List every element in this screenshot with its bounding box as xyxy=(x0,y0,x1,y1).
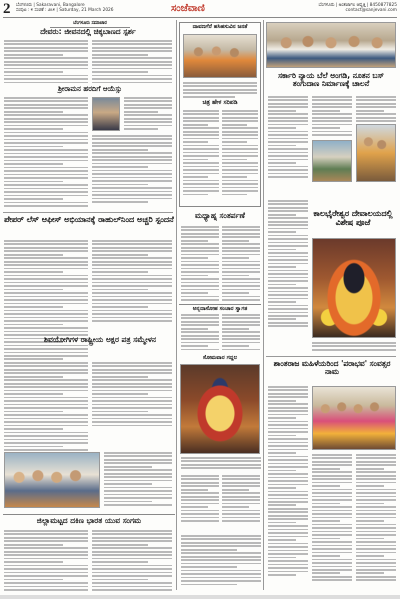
masthead-logo: ಸಂಜೆವಾಣಿ xyxy=(171,3,205,14)
article-body xyxy=(222,314,260,352)
divider xyxy=(266,356,396,357)
column1-tag: ಬೆಂಗಳೂರು ಸಮಾಚಾರ xyxy=(50,22,130,28)
article-body xyxy=(92,240,172,324)
deity-photo xyxy=(180,364,260,454)
column3-headline-1: ಸರ್ಕಾರಿ ನ್ಯಾಯ ಬೆಲೆ ಅಂಗಡಿ, ನೂತನ ಬಸ್ ತಂಗುದಾಣ ನಿರ್ಮಾಣಕ್ಕೆ ಚಾಲನೆ xyxy=(278,71,384,89)
temple-deity-photo xyxy=(312,238,396,338)
crowd-photo xyxy=(356,124,396,182)
column-divider xyxy=(263,20,264,590)
article-body xyxy=(124,97,172,132)
article-body xyxy=(312,454,352,583)
article-body xyxy=(222,226,260,303)
edition-info: ಬೆಂಗಳೂರು | Sakaravani, Bangalore ಸಂಪುಟ : ೪ ಸಂಚಿಕೆ : ೨೩೪ | Saturday, 21 March 2026 xyxy=(16,3,114,13)
page-footer-strip xyxy=(0,595,400,599)
article-body xyxy=(104,452,172,508)
article-body xyxy=(92,40,172,85)
divider xyxy=(3,212,173,213)
article-body xyxy=(356,454,396,583)
article-body xyxy=(312,96,352,138)
article-body xyxy=(183,82,257,99)
column1-headline-1: ದೇವರು: ಜೀವನದಲ್ಲಿ ಚಿಕ್ಕಬಾಣದ ಸ್ಪರ್ಶ xyxy=(40,27,136,36)
article-body xyxy=(4,530,88,593)
article-body xyxy=(92,362,172,428)
article-body xyxy=(222,475,260,524)
column1-headline-2: ಶ್ರೀರಾಮನ ಹರದಿಗೆ ಆಯೆಸ್ಸು xyxy=(58,85,122,93)
photo-caption xyxy=(312,342,396,352)
page-header xyxy=(3,2,397,18)
article-body xyxy=(4,97,88,209)
contact-info: ಬೆಂಗಳೂರು | ಅಂತರ್ಜಾಲ ಆವೃತ್ತಿ | 8450877825 contact@sanjevani.com xyxy=(318,3,397,13)
article-body xyxy=(183,110,219,197)
column1-headline-3: ಪೇಪರ್ ಲೆಸ್ ಆಫೀಸ್ ಅಭಿಯಾನಕ್ಕೆ ರಾಹುಲ್‌ನಿಂದ ಅಚ್ಚರಿ ಸ್ಪಂದನೆ xyxy=(4,215,174,224)
column2-headline-5: ಸೋಮವಾರ ಗದ್ದಲ xyxy=(202,355,238,361)
column2-headline-2: ಚಿತ್ರ ಹೇಳ ಸರಿಪಡಿ xyxy=(202,99,238,106)
column2-headline-3: ಮಧ್ಯಾಹ್ನ ಸಂತರ್ಪಣೆ xyxy=(195,211,245,220)
article-body xyxy=(268,200,308,329)
group-photo xyxy=(4,452,100,508)
column3-headline-3: ಶಾಂತರಾಜ ಮಹಿಳೆಯರಿಂದ 'ಪರಾಭವ' ಸಂವತ್ಸರ ನಾಮ xyxy=(273,359,391,377)
photo-caption xyxy=(181,457,261,471)
inauguration-photo xyxy=(266,22,396,68)
article-body xyxy=(181,535,261,587)
article-body xyxy=(4,40,88,85)
article-body xyxy=(181,475,219,524)
article-body xyxy=(181,226,219,303)
article-body xyxy=(222,110,258,197)
column1-headline-5: ಜಿಲ್ಲಾಮಟ್ಟದ ದಕಿಣ ಭಾರತ ಯುವ ಸಂಗಮ xyxy=(3,514,175,525)
column3-headline-2: ಕಾಲಭೈರೇಶ್ವರ ದೇವಾಲಯದಲ್ಲಿ ವಿಶೇಷ ಪೂಜೆ xyxy=(313,209,393,227)
article-body xyxy=(92,530,172,593)
event-photo xyxy=(183,34,257,78)
column-divider xyxy=(176,20,177,590)
column2-headline-4: ಅನ್ನದಾಸೋಹ ಸಂಚಾರ ಸ್ವಾಗತ xyxy=(179,304,261,312)
article-body xyxy=(268,96,308,180)
article-body xyxy=(268,386,308,578)
portrait-photo xyxy=(92,97,120,131)
women-group-photo xyxy=(312,386,396,450)
article-body xyxy=(92,135,172,205)
article-body xyxy=(181,314,219,352)
article-body xyxy=(356,96,396,124)
market-photo xyxy=(312,140,352,182)
page-number: 2 xyxy=(3,1,11,17)
column2-headline-1: ದಾವಣಗೆರೆ ಹಸಿಹಸುವಿನ ಜನತೆ xyxy=(192,24,248,30)
column1-headline-4: ಶಿವಯೋಗಿಗಳ ರಾಷ್ಟ್ರೀಯ ಅಕ್ಷರ ಪತ್ರ ಸಮ್ಮೇಳನ xyxy=(43,335,157,344)
